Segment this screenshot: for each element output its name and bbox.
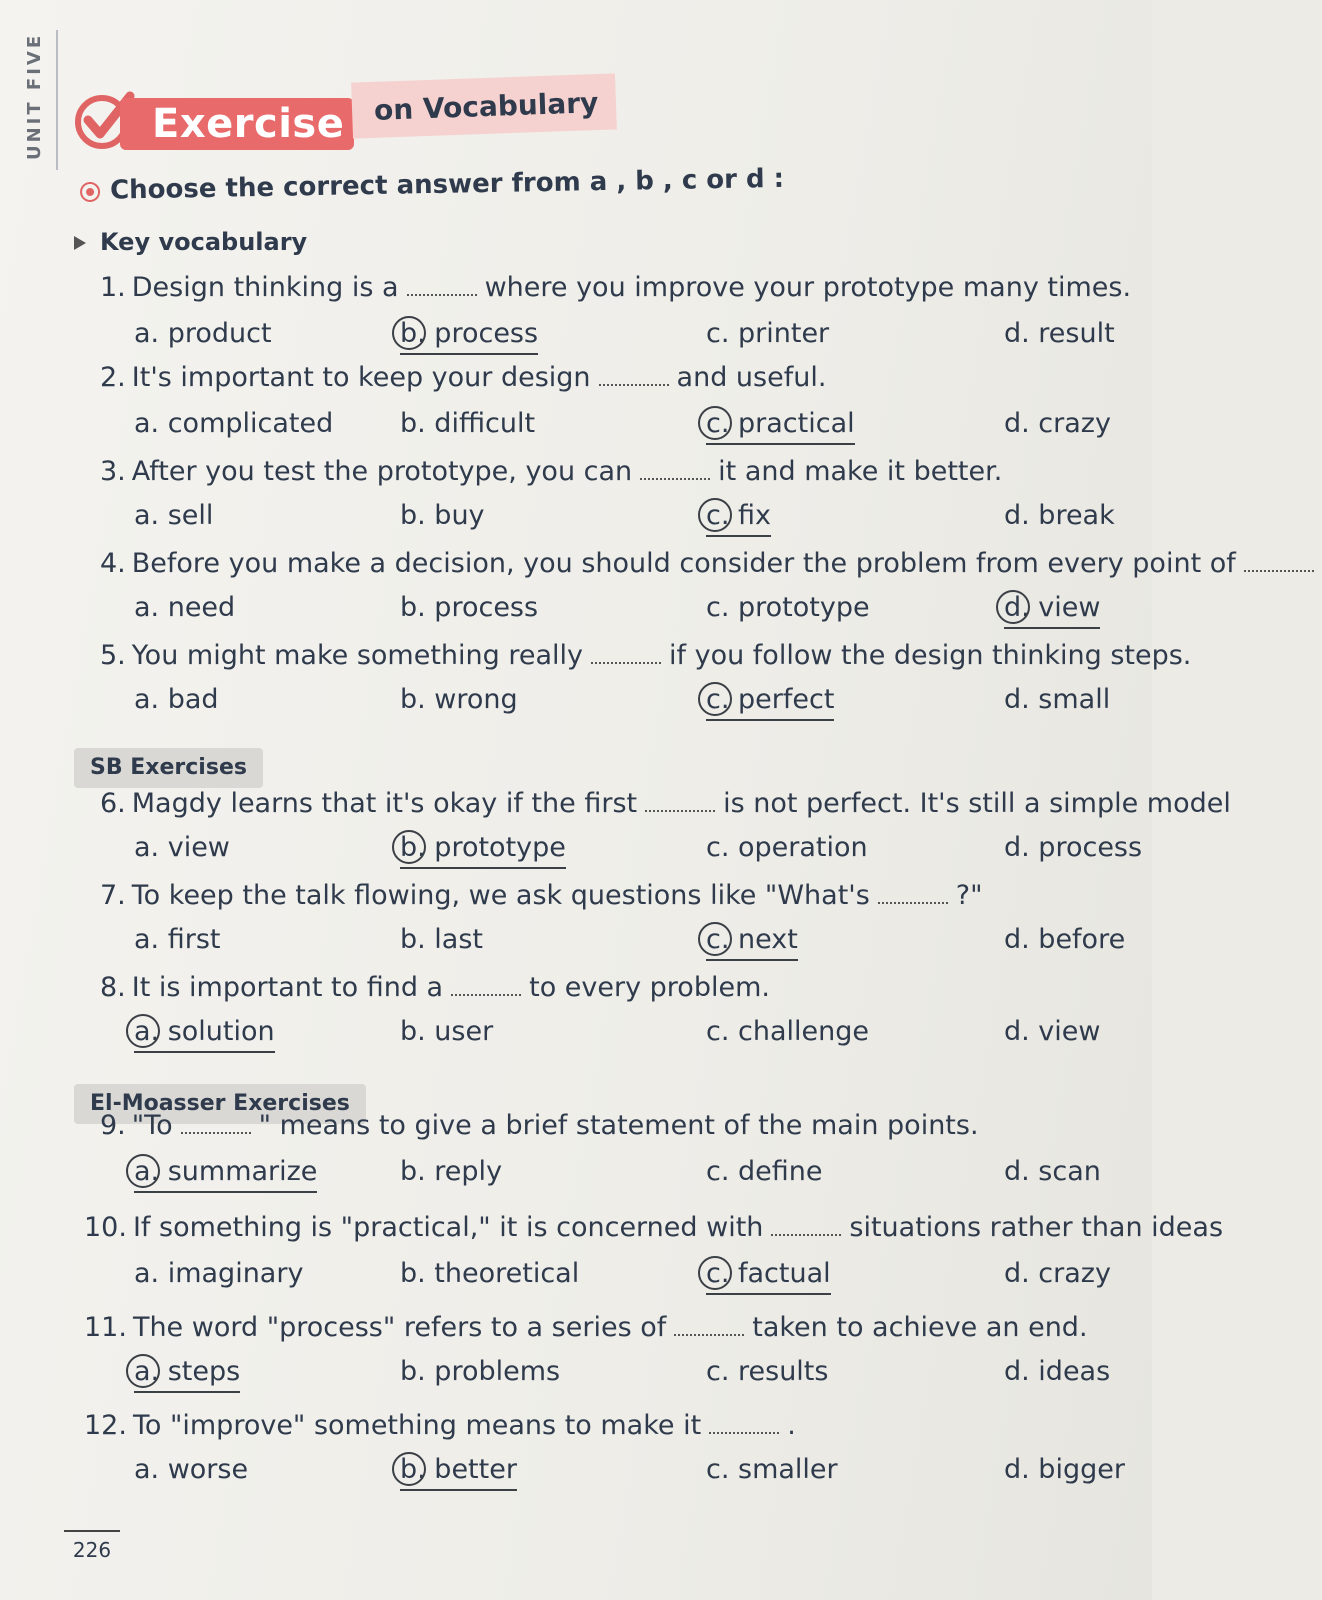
question-text-end: and useful. (676, 362, 827, 393)
option-b[interactable]: b. problems (400, 1356, 561, 1387)
option-d[interactable]: d. crazy (1004, 1258, 1111, 1289)
question-6 (100, 788, 1252, 819)
option-d[interactable]: d. crazy (1004, 408, 1111, 439)
option-c[interactable]: c. practical (706, 408, 855, 439)
exercise-subtitle: on Vocabulary (373, 86, 599, 127)
option-b[interactable]: b. last (400, 924, 484, 955)
option-c[interactable]: c. results (706, 1356, 829, 1387)
question-text: Before you make a decision, you should consider the problem from every point of (131, 548, 1236, 579)
question-number: 11. (84, 1312, 127, 1343)
instruction-text: Choose the correct answer from a , b , c or d : (109, 163, 785, 206)
question-3 (100, 456, 1252, 487)
option-a[interactable]: a. view (134, 832, 230, 863)
option-b[interactable]: b. prototype (400, 832, 566, 863)
answer-blank[interactable] (709, 1428, 779, 1434)
option-a[interactable]: a. steps (134, 1356, 241, 1387)
question-text: "To (131, 1110, 173, 1141)
option-a[interactable]: a. solution (134, 1016, 275, 1047)
exercise-title: Exercise (152, 101, 345, 147)
question-text: Design thinking is a (131, 272, 399, 303)
answer-blank[interactable] (451, 990, 521, 996)
page-number: 226 (64, 1530, 120, 1562)
question-text-end: taken to achieve an end. (752, 1312, 1088, 1343)
answer-blank[interactable] (1244, 566, 1314, 572)
answer-blank[interactable] (674, 1330, 744, 1336)
question-number: 2. (100, 362, 126, 393)
question-number: 6. (100, 788, 126, 819)
option-c[interactable]: c. define (706, 1156, 823, 1187)
option-a[interactable]: a. product (134, 318, 272, 349)
question-text: To "improve" something means to make it (132, 1410, 702, 1441)
question-text-end: situations rather than ideas (849, 1212, 1224, 1243)
option-d[interactable]: d. result (1004, 318, 1115, 349)
option-c[interactable]: c. smaller (706, 1454, 838, 1485)
option-c[interactable]: c. prototype (706, 592, 870, 623)
option-b[interactable]: b. better (400, 1454, 517, 1485)
option-b[interactable]: b. difficult (400, 408, 536, 439)
question-10 (84, 1212, 1236, 1243)
option-a[interactable]: a. need (134, 592, 236, 623)
answer-blank[interactable] (771, 1230, 841, 1236)
section-sb-exercises: SB Exercises (74, 748, 263, 788)
question-number: 12. (84, 1410, 127, 1441)
option-c[interactable]: c. factual (706, 1258, 831, 1289)
question-4 (100, 548, 1252, 579)
option-a[interactable]: a. bad (134, 684, 219, 715)
question-text-end: it and make it better. (718, 456, 1003, 487)
question-text: After you test the prototype, you can (131, 456, 633, 487)
answer-blank[interactable] (645, 806, 715, 812)
answer-blank[interactable] (181, 1128, 251, 1134)
question-number: 9. (100, 1110, 126, 1141)
option-a[interactable]: a. imaginary (134, 1258, 304, 1289)
option-d[interactable]: d. view (1004, 1016, 1101, 1047)
option-d[interactable]: d. bigger (1004, 1454, 1125, 1485)
question-text: To keep the talk flowing, we ask questions like "What's (131, 880, 870, 911)
question-text-end: ?" (955, 880, 983, 911)
question-text: The word "process" refers to a series of (132, 1312, 667, 1343)
option-c[interactable]: c. next (706, 924, 798, 955)
option-a[interactable]: a. sell (134, 500, 214, 531)
question-number: 4. (100, 548, 126, 579)
option-d[interactable]: d. process (1004, 832, 1143, 863)
question-number: 3. (100, 456, 126, 487)
bullet-icon (80, 181, 100, 201)
option-d[interactable]: d. ideas (1004, 1356, 1111, 1387)
question-text: If something is "practical," it is concerned with (132, 1212, 764, 1243)
answer-blank[interactable] (407, 290, 477, 296)
question-number: 5. (100, 640, 126, 671)
option-d[interactable]: d. before (1004, 924, 1126, 955)
section-key-label: Key vocabulary (100, 228, 308, 256)
question-text: You might make something really (131, 640, 584, 671)
option-b[interactable]: b. process (400, 318, 539, 349)
option-d[interactable]: d. small (1004, 684, 1111, 715)
question-9 (100, 1110, 1252, 1141)
answer-blank[interactable] (878, 898, 948, 904)
option-a[interactable]: a. summarize (134, 1156, 318, 1187)
option-b[interactable]: b. user (400, 1016, 494, 1047)
question-text-end: . (787, 1410, 796, 1441)
answer-blank[interactable] (591, 658, 661, 664)
question-11 (84, 1312, 1236, 1343)
option-b[interactable]: b. buy (400, 500, 485, 531)
option-c[interactable]: c. operation (706, 832, 868, 863)
question-number: 10. (84, 1212, 127, 1243)
option-c[interactable]: c. challenge (706, 1016, 869, 1047)
question-1 (100, 272, 1252, 303)
question-text-end: if you follow the design thinking steps. (669, 640, 1192, 671)
question-text: Magdy learns that it's okay if the first (131, 788, 638, 819)
option-a[interactable]: a. worse (134, 1454, 249, 1485)
arrow-right-icon (74, 236, 86, 250)
question-12 (84, 1410, 1236, 1441)
unit-label: UNIT FIVE (24, 32, 45, 160)
option-b[interactable]: b. reply (400, 1156, 503, 1187)
option-a[interactable]: a. first (134, 924, 221, 955)
question-8 (100, 972, 1252, 1003)
question-text: It is important to find a (131, 972, 444, 1003)
answer-blank[interactable] (640, 474, 710, 480)
question-text-end: where you improve your prototype many times. (484, 272, 1132, 303)
option-b[interactable]: b. theoretical (400, 1258, 580, 1289)
option-b[interactable]: b. process (400, 592, 539, 623)
section-key-vocabulary (74, 228, 307, 256)
question-text-end: is not perfect. It's still a simple model (723, 788, 1231, 819)
question-number: 8. (100, 972, 126, 1003)
question-5 (100, 640, 1252, 671)
option-c[interactable]: c. printer (706, 318, 830, 349)
question-text-end: " means to give a brief statement of the main points. (258, 1110, 979, 1141)
option-a[interactable]: a. complicated (134, 408, 334, 439)
question-text: It's important to keep your design (131, 362, 591, 393)
answer-blank[interactable] (599, 380, 669, 386)
question-text-end: to every problem. (529, 972, 770, 1003)
instruction (80, 164, 785, 206)
option-b[interactable]: b. wrong (400, 684, 518, 715)
question-number: 1. (100, 272, 126, 303)
option-c[interactable]: c. fix (706, 500, 771, 531)
option-d[interactable]: d. scan (1004, 1156, 1101, 1187)
question-number: 7. (100, 880, 126, 911)
section-elmoasser-exercises: El-Moasser Exercises (74, 1084, 366, 1124)
question-2 (100, 362, 1252, 393)
option-c[interactable]: c. perfect (706, 684, 835, 715)
option-d[interactable]: d. view (1004, 592, 1101, 623)
question-7 (100, 880, 1252, 911)
option-d[interactable]: d. break (1004, 500, 1115, 531)
